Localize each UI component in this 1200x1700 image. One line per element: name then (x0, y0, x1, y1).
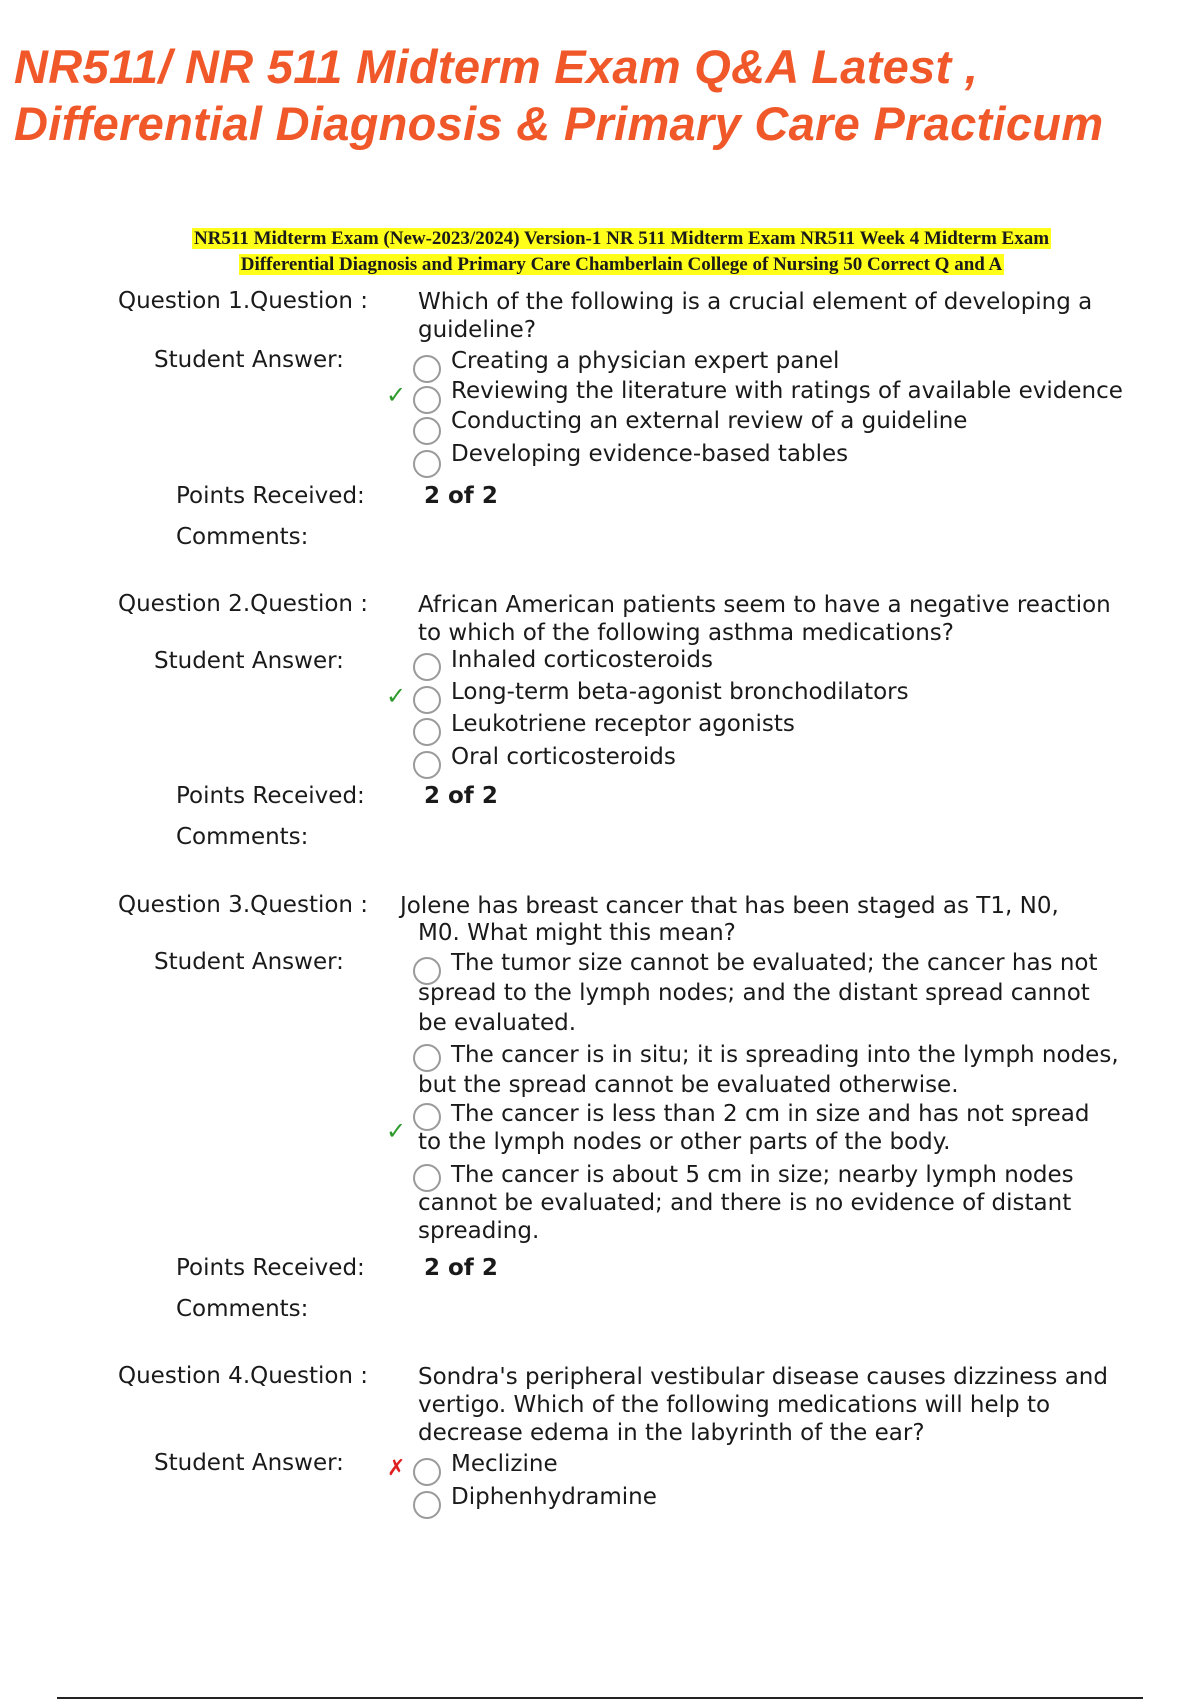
incorrect-x-icon: ✗ (387, 1456, 406, 1481)
correct-check-icon: ✓ (386, 381, 407, 409)
points-value: 2 of 2 (424, 483, 498, 509)
answer-radio[interactable] (413, 417, 441, 445)
answer-option-line: The cancer is in situ; it is spreading into the lymph nodes, (451, 1042, 1119, 1068)
answer-option: Creating a physician expert panel (451, 348, 840, 374)
points-received-label: Points Received: (176, 783, 365, 809)
student-answer-label: Student Answer: (154, 347, 344, 373)
banner-line-2: Differential Diagnosis and Primary Care Chamberlain College of Nursing 50 Correct Q and A (240, 254, 1003, 275)
answer-option-line: The cancer is less than 2 cm in size and has not spread (451, 1101, 1090, 1127)
answer-option: Diphenhydramine (451, 1484, 657, 1510)
answer-radio[interactable] (413, 751, 441, 779)
answer-option-line: spreading. (418, 1218, 540, 1244)
page-bottom-rule (57, 1697, 1143, 1699)
question-text-line: African American patients seem to have a negative reaction (418, 592, 1111, 618)
answer-radio[interactable] (413, 1103, 441, 1131)
answer-option: Oral corticosteroids (451, 744, 676, 770)
answer-option-line: The tumor size cannot be evaluated; the cancer has not (451, 950, 1098, 976)
answer-radio[interactable] (413, 686, 441, 714)
question-text-line: M0. What might this mean? (418, 920, 736, 946)
answer-radio[interactable] (413, 386, 441, 414)
question-text (418, 288, 1092, 344)
question-text (418, 1363, 1108, 1447)
answer-option-line: spread to the lymph nodes; and the distant spread cannot (418, 980, 1090, 1006)
points-received-label: Points Received: (176, 1255, 365, 1281)
student-answer-label: Student Answer: (154, 1450, 344, 1476)
banner-line-1: NR511 Midterm Exam (New-2023/2024) Version-1 NR 511 Midterm Exam NR511 Week 4 Midterm Exam (193, 228, 1050, 249)
answer-option: Long-term beta-agonist bronchodilators (451, 679, 909, 705)
points-value: 2 of 2 (424, 783, 498, 809)
student-answer-label: Student Answer: (154, 648, 344, 674)
student-answer-label: Student Answer: (154, 949, 344, 975)
answer-option: Conducting an external review of a guideline (451, 408, 968, 434)
answer-radio[interactable] (413, 1164, 441, 1192)
answer-radio[interactable] (413, 450, 441, 478)
question-text-line: guideline? (418, 317, 537, 343)
title-line-2: Differential Diagnosis & Primary Care Practicum (14, 97, 1104, 150)
answer-option: Leukotriene receptor agonists (451, 711, 795, 737)
question-text (418, 591, 1111, 647)
answer-option-line: but the spread cannot be evaluated otherwise. (418, 1072, 959, 1098)
answer-option: Reviewing the literature with ratings of available evidence (451, 378, 1123, 404)
answer-option-line: The cancer is about 5 cm in size; nearby lymph nodes (451, 1162, 1074, 1188)
question-text-line: to which of the following asthma medications? (418, 620, 954, 646)
correct-check-icon: ✓ (386, 1117, 407, 1145)
question-label: Question 1.Question : (118, 288, 369, 314)
answer-option: Meclizine (451, 1451, 558, 1477)
document-title (14, 38, 1194, 152)
points-received-label: Points Received: (176, 483, 365, 509)
answer-option: Developing evidence-based tables (451, 441, 849, 467)
comments-label: Comments: (176, 824, 309, 850)
question-text-line: Jolene has breast cancer that has been staged as T1, N0, (400, 893, 1059, 919)
answer-radio[interactable] (413, 1491, 441, 1519)
answer-option-line: cannot be evaluated; and there is no evidence of distant (418, 1190, 1072, 1216)
answer-radio[interactable] (413, 718, 441, 746)
points-value: 2 of 2 (424, 1255, 498, 1281)
answer-radio[interactable] (413, 1458, 441, 1486)
comments-label: Comments: (176, 524, 309, 550)
title-line-1: NR511/ NR 511 Midterm Exam Q&A Latest , (14, 40, 979, 93)
exam-banner (108, 226, 1135, 278)
question-label: Question 3.Question : (118, 892, 369, 918)
question-text-line: Sondra's peripheral vestibular disease causes dizziness and (418, 1364, 1108, 1390)
answer-radio[interactable] (413, 355, 441, 383)
answer-radio[interactable] (413, 653, 441, 681)
question-label: Question 2.Question : (118, 591, 369, 617)
question-text-line: vertigo. Which of the following medications will help to (418, 1392, 1051, 1418)
question-label: Question 4.Question : (118, 1363, 369, 1389)
answer-option: Inhaled corticosteroids (451, 647, 713, 673)
answer-option-line: be evaluated. (418, 1010, 577, 1036)
question-text-line: Which of the following is a crucial element of developing a (418, 289, 1093, 315)
answer-option-line: to the lymph nodes or other parts of the body. (418, 1129, 951, 1155)
question-text-line: decrease edema in the labyrinth of the ear? (418, 1420, 925, 1446)
answer-radio[interactable] (413, 1044, 441, 1072)
correct-check-icon: ✓ (386, 682, 407, 710)
comments-label: Comments: (176, 1296, 309, 1322)
